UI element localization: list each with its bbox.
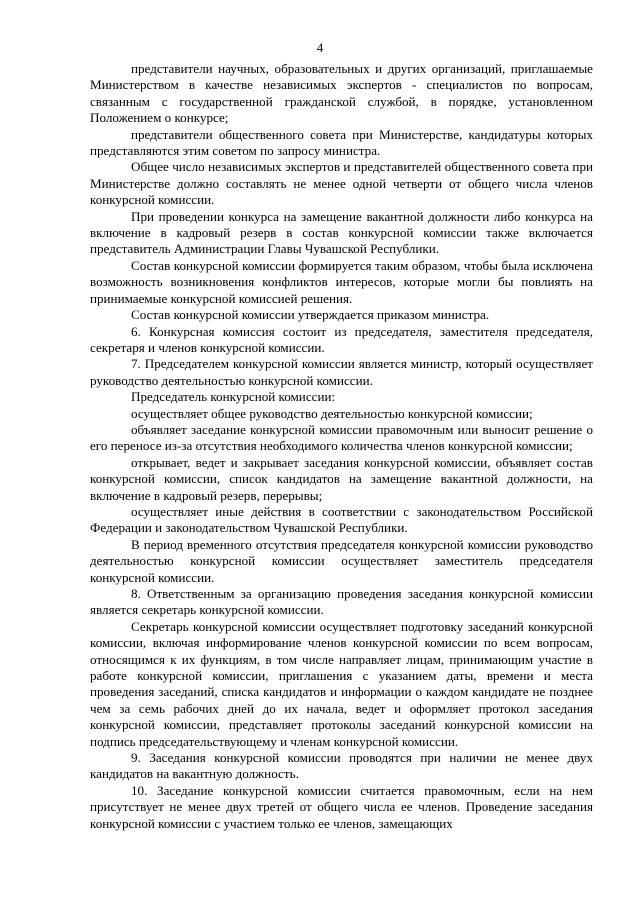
paragraph: При проведении конкурса на замещение вакантной должности либо конкурса на включение в кадровый резерв в состав конкурсной комиссии также включается представитель Администрации Главы Чувашской Республики.	[90, 208, 593, 257]
paragraph: 10. Заседание конкурсной комиссии считается правомочным, если на нем присутствует не менее двух третей от общего числа ее членов. Проведение заседания конкурсной комиссии с участием только ее членов, замещающих	[90, 782, 593, 831]
paragraph: 8. Ответственным за организацию проведения заседания конкурсной комиссии является секретарь конкурсной комиссии.	[90, 586, 593, 618]
paragraph: осуществляет иные действия в соответствии с законодательством Российской Федерации и законодательством Чувашской Республики.	[90, 503, 593, 536]
paragraph: представители научных, образовательных и других организаций, приглашаемые Министерством в качестве независимых экспертов - специалистов по вопросам, связанным с государственной гражданской службой, в порядке, установленном Положением о конкурсе;	[90, 61, 593, 126]
page-number: 4	[316, 40, 324, 55]
paragraph: В период временного отсутствия председателя конкурсной комиссии руководство деятельностью конкурсной комиссии осуществляет заместитель председателя конкурсной комиссии.	[90, 536, 593, 585]
paragraph: Общее число независимых экспертов и представителей общественного совета при Министерстве должно составлять не менее одной четверти от общего числа членов конкурсной комиссии.	[90, 159, 593, 208]
paragraph: Председатель конкурсной комиссии:	[131, 389, 336, 405]
paragraph: представители общественного совета при Министерстве, кандидатуры которых представляются этим советом по запросу министра.	[90, 126, 593, 159]
document-body	[90, 61, 593, 832]
paragraph: осуществляет общее руководство деятельностью конкурсной комиссии;	[131, 405, 533, 421]
paragraph: объявляет заседание конкурсной комиссии правомочным или выносит решение о его переносе из-за отсутствия необходимого количества членов конкурсной комиссии;	[90, 421, 593, 454]
paragraph: Состав конкурсной комиссии утверждается приказом министра.	[131, 307, 490, 323]
paragraph: Состав конкурсной комиссии формируется таким образом, чтобы была исключена возможность возникновения конфликтов интересов, которые могли бы повлиять на принимаемые конкурсной комиссией решения.	[90, 257, 593, 306]
paragraph: 7. Председателем конкурсной комиссии является министр, который осуществляет руководство деятельностью конкурсной комиссии.	[90, 356, 593, 388]
paragraph: 6. Конкурсная комиссия состоит из председателя, заместителя председателя, секретаря и членов конкурсной комиссии.	[90, 323, 593, 355]
paragraph: 9. Заседания конкурсной комиссии проводятся при наличии не менее двух кандидатов на вакантную должность.	[90, 750, 593, 782]
paragraph: Секретарь конкурсной комиссии осуществляет подготовку заседаний конкурсной комиссии, включая информирование членов конкурсной комиссии по всем вопросам, относящимся к их функциям, в том числе направляет лицам, принимающим участие в работе конкурсной комиссии, приглашения с указанием даты, времени и места проведения заседаний, списка кандидатов и информации о каждом кандидате не позднее чем за семь рабочих дней до их начала, ведет и оформляет протокол заседания конкурсной комиссии, представляет протоколы заседаний конкурсной комиссии на подпись председательствующему и членам конкурсной комиссии.	[90, 618, 593, 749]
paragraph: открывает, ведет и закрывает заседания конкурсной комиссии, объявляет состав конкурсной комиссии, список кандидатов на замещение вакантной должности, на включение в кадровый резерв, перерывы;	[90, 454, 593, 503]
